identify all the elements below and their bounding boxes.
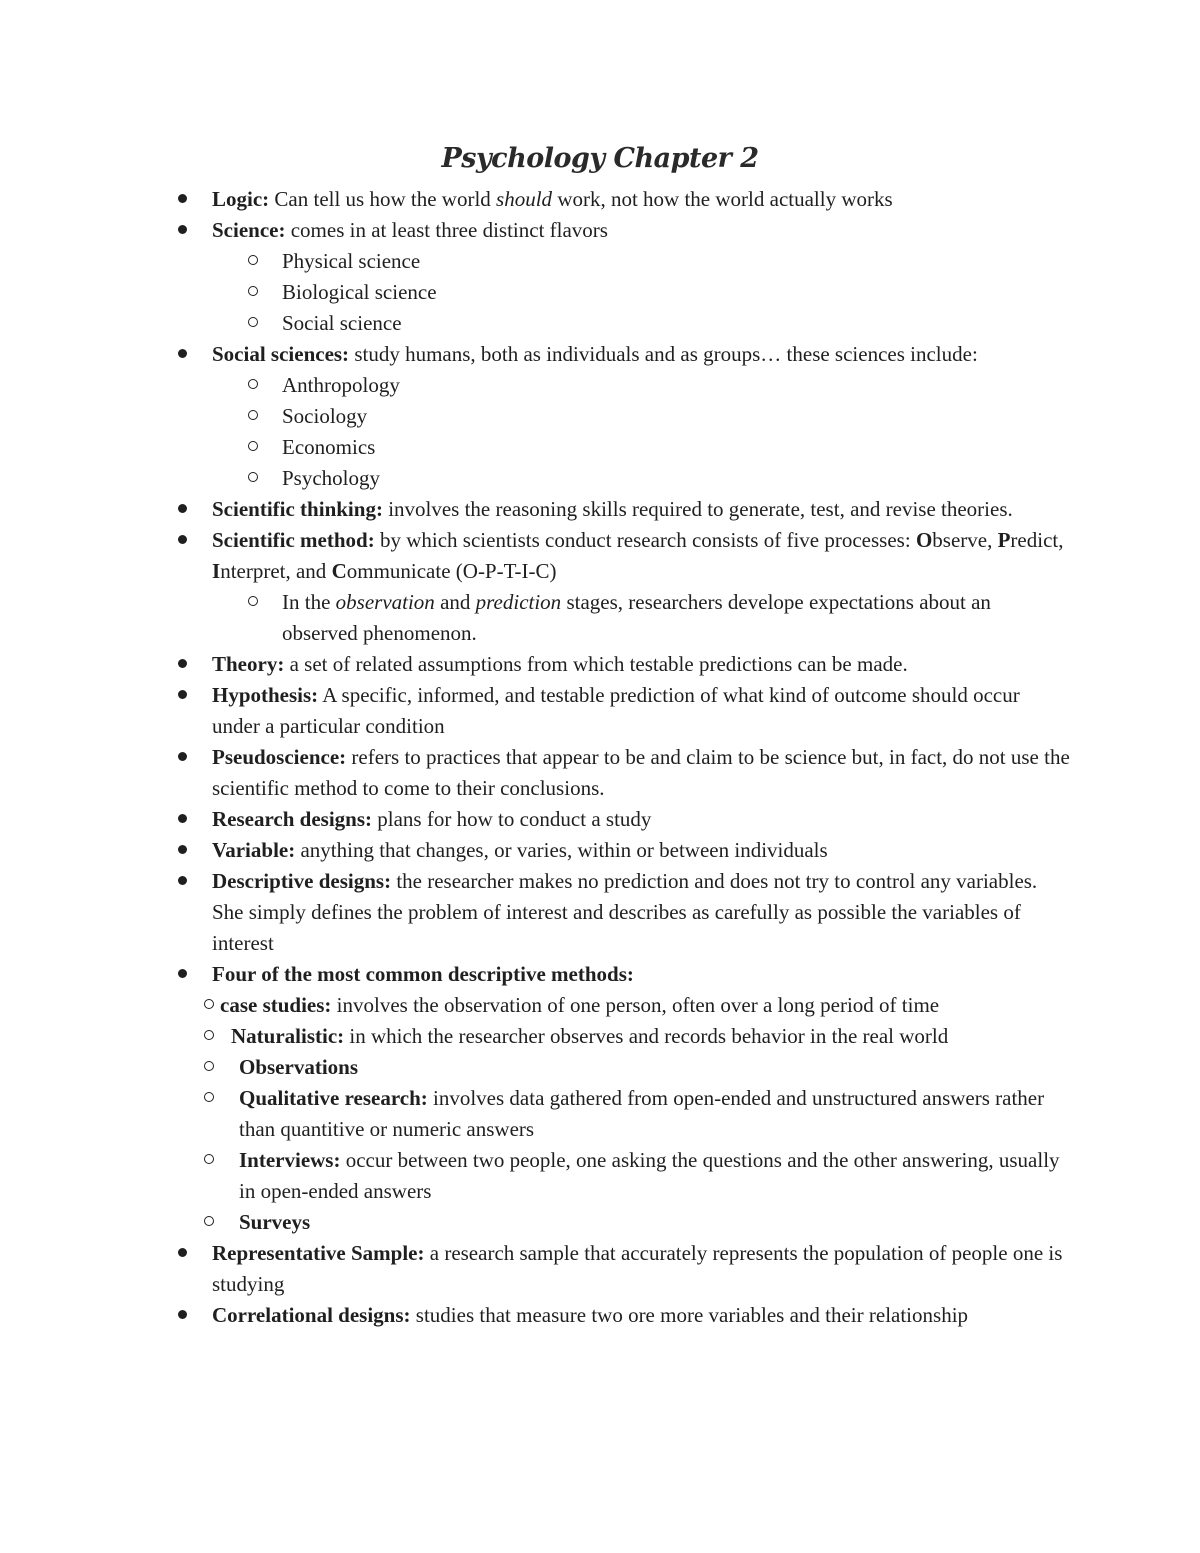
emphasis-text: prediction: [475, 590, 562, 614]
note-text: Biological science: [282, 280, 437, 304]
bullet-icon: [178, 752, 187, 761]
term-label: Qualitative research:: [239, 1086, 428, 1110]
list-item: [0, 1300, 1200, 1331]
bullet-icon: [178, 1248, 187, 1257]
note-text: and: [434, 590, 476, 614]
emphasis-text: should: [496, 187, 553, 211]
bullet-icon: [178, 1310, 187, 1319]
circle-bullet-icon: [248, 410, 258, 420]
term-label: Scientific thinking:: [212, 497, 383, 521]
list-item: [0, 339, 1200, 370]
note-text: a set of related assumptions from which testable predictions can be made.: [284, 652, 908, 676]
term-label: Science:: [212, 218, 286, 242]
note-text: refers to practices that appear to be and claim to be science but, in fact, do not use the scientific method to come to their conclusions.: [212, 745, 1070, 800]
circle-bullet-icon: [204, 1061, 214, 1071]
bullet-icon: [178, 225, 187, 234]
term-label: C: [331, 559, 347, 583]
term-label: Hypothesis:: [212, 683, 319, 707]
circle-bullet-icon: [248, 317, 258, 327]
term-label: Pseudoscience:: [212, 745, 347, 769]
circle-bullet-icon: [204, 1092, 214, 1102]
circle-bullet-icon: [248, 596, 258, 606]
note-text: Physical science: [282, 249, 421, 273]
list-item: [0, 835, 1200, 866]
list-item: [0, 742, 1200, 804]
sub-list-item: [0, 1021, 1200, 1052]
note-text: stages, researchers develope expectations about an observed phenomenon.: [282, 590, 991, 645]
list-item: [0, 184, 1200, 215]
list-item: [0, 680, 1200, 742]
list-item: [0, 525, 1200, 587]
note-text: by which scientists conduct research consists of five processes:: [374, 528, 916, 552]
sub-list-item: [0, 1052, 1200, 1083]
list-item: [0, 1238, 1200, 1300]
term-label: Observations: [239, 1055, 359, 1079]
note-text: involves data gathered from open-ended and unstructured answers rather than quantitive or numeric answers: [239, 1086, 1045, 1141]
bullet-icon: [178, 814, 187, 823]
sub-list-item: [0, 370, 1200, 401]
list-item: [0, 804, 1200, 835]
list-item: [0, 494, 1200, 525]
list-item: [0, 215, 1200, 246]
bullet-icon: [178, 194, 187, 203]
circle-bullet-icon: [248, 441, 258, 451]
sub-list-item: [0, 1145, 1200, 1207]
sub-list-item: [0, 277, 1200, 308]
sub-list-item: [0, 1207, 1200, 1238]
note-text: study humans, both as individuals and as groups… these sciences include:: [349, 342, 978, 366]
note-text: involves the observation of one person, often over a long period of time: [331, 993, 940, 1017]
note-text: involves the reasoning skills required to generate, test, and revise theories.: [382, 497, 1013, 521]
sub-list-item: [0, 1083, 1200, 1145]
note-text: a research sample that accurately represents the population of people one is studying: [212, 1241, 1063, 1296]
term-label: Logic:: [212, 187, 270, 211]
term-label: Naturalistic:: [231, 1024, 345, 1048]
sub-list-item: [0, 308, 1200, 339]
note-text: ommunicate (O-P-T-I-C): [346, 559, 557, 583]
note-text: Psychology: [282, 466, 381, 490]
circle-bullet-icon: [204, 1154, 214, 1164]
term-label: P: [997, 528, 1011, 552]
emphasis-text: observation: [335, 590, 435, 614]
term-label: Interviews:: [239, 1148, 341, 1172]
list-item: [0, 866, 1200, 959]
sub-list-item: [0, 463, 1200, 494]
sub-list-item: [0, 401, 1200, 432]
note-text: work, not how the world actually works: [552, 187, 893, 211]
page-title: Psychology Chapter 2: [441, 143, 759, 174]
bullet-icon: [178, 659, 187, 668]
bullet-icon: [178, 876, 187, 885]
note-text: in which the researcher observes and records behavior in the real world: [344, 1024, 949, 1048]
circle-bullet-icon: [248, 255, 258, 265]
bullet-icon: [178, 535, 187, 544]
term-label: case studies:: [220, 993, 332, 1017]
bullet-icon: [178, 969, 187, 978]
note-text: nterpret, and: [220, 559, 332, 583]
term-label: Research designs:: [212, 807, 373, 831]
circle-bullet-icon: [204, 999, 214, 1009]
term-label: Theory:: [212, 652, 285, 676]
note-text: plans for how to conduct a study: [372, 807, 652, 831]
term-label: Correlational designs:: [212, 1303, 411, 1327]
note-text: bserve,: [932, 528, 998, 552]
note-text: A specific, informed, and testable prediction of what kind of outcome should occur under a particular condition: [212, 683, 1020, 738]
term-label: Scientific method:: [212, 528, 375, 552]
term-label: Social sciences:: [212, 342, 350, 366]
list-item: [0, 959, 1200, 990]
note-text: anything that changes, or varies, within or between individuals: [295, 838, 828, 862]
term-label: Surveys: [239, 1210, 311, 1234]
note-text: Can tell us how the world: [269, 187, 497, 211]
circle-bullet-icon: [248, 472, 258, 482]
note-text: comes in at least three distinct flavors: [285, 218, 608, 242]
bullet-icon: [178, 349, 187, 358]
note-text: In the: [282, 590, 336, 614]
term-label: Representative Sample:: [212, 1241, 425, 1265]
sub-list-item: [0, 432, 1200, 463]
note-text: studies that measure two ore more variables and their relationship: [410, 1303, 969, 1327]
sub-list-item: [0, 246, 1200, 277]
circle-bullet-icon: [248, 379, 258, 389]
term-label: Descriptive designs:: [212, 869, 392, 893]
bullet-icon: [178, 845, 187, 854]
note-text: the researcher makes no prediction and does not try to control any variables. She simply defines the problem of interest and describes as carefully as possible the variables of interest: [212, 869, 1038, 955]
term-label: I: [212, 559, 221, 583]
sub-list-item: [0, 990, 1200, 1021]
sub-list-item: [0, 587, 1200, 649]
circle-bullet-icon: [204, 1216, 214, 1226]
term-label: Four of the most common descriptive methods:: [212, 962, 634, 986]
note-text: Social science: [282, 311, 402, 335]
term-label: O: [915, 528, 933, 552]
list-item: [0, 649, 1200, 680]
note-text: Economics: [282, 435, 376, 459]
bullet-icon: [178, 504, 187, 513]
note-text: Sociology: [282, 404, 368, 428]
notes-list: [0, 184, 1200, 1331]
note-text: Anthropology: [282, 373, 400, 397]
term-label: Variable:: [212, 838, 296, 862]
circle-bullet-icon: [248, 286, 258, 296]
bullet-icon: [178, 690, 187, 699]
note-text: occur between two people, one asking the questions and the other answering, usually in open-ended answers: [239, 1148, 1060, 1203]
circle-bullet-icon: [204, 1030, 214, 1040]
note-text: redict,: [1010, 528, 1064, 552]
